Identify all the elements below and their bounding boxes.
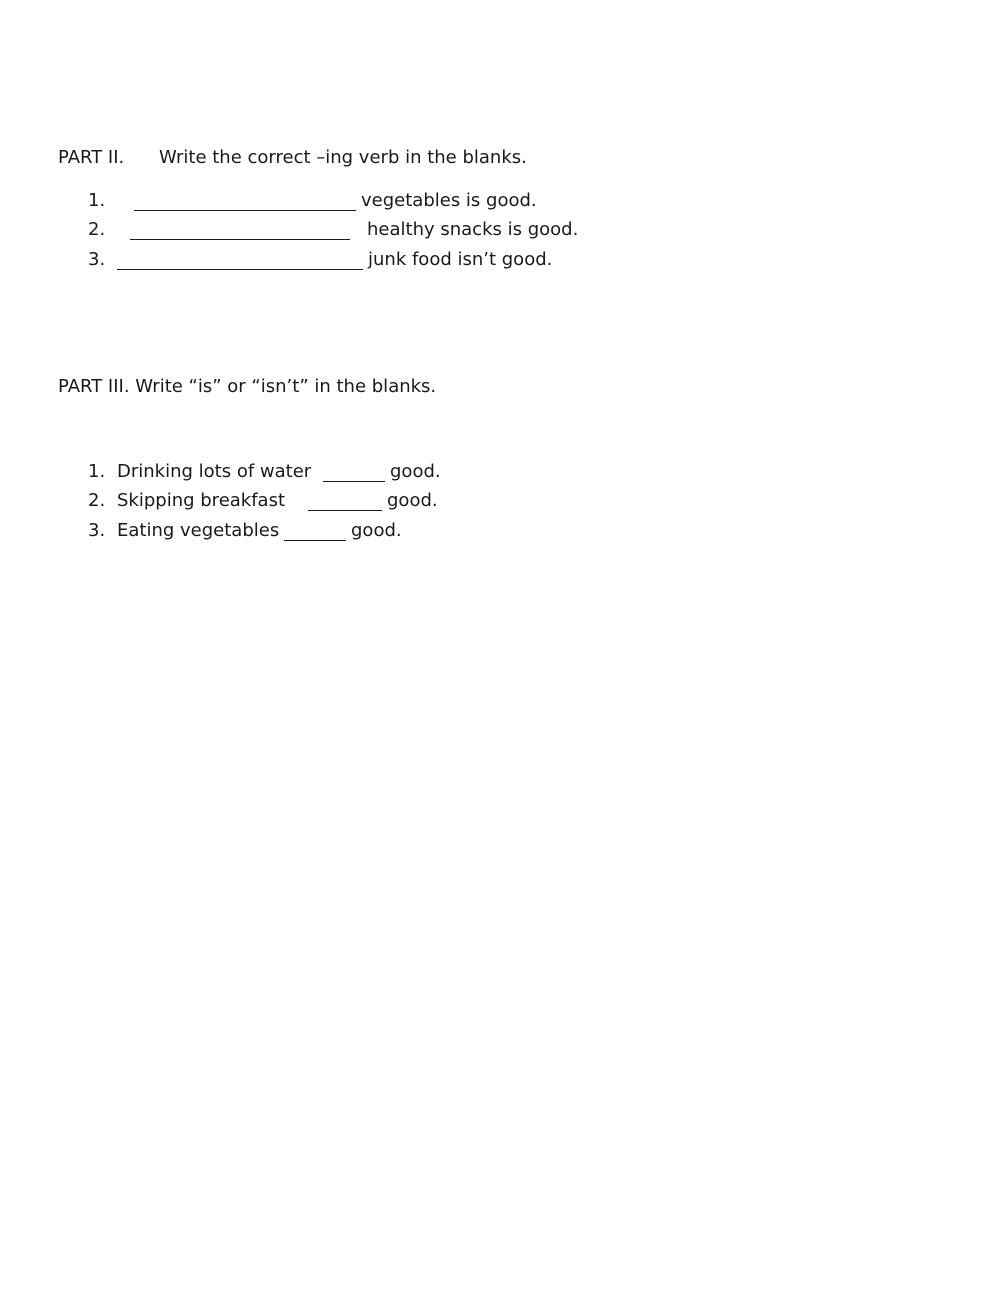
item-number: 2. xyxy=(88,219,106,240)
answer-blank[interactable] xyxy=(308,492,382,511)
item-number: 3. xyxy=(88,520,106,541)
item-text: junk food isn’t good. xyxy=(368,249,553,270)
item-number: 3. xyxy=(88,249,106,270)
item-number: 1. xyxy=(88,190,106,211)
item-number: 2. xyxy=(88,490,106,511)
answer-blank[interactable] xyxy=(134,192,356,211)
part3-heading: PART III. Write “is” or “isn’t” in the blanks. xyxy=(58,376,437,397)
part2-instruction: Write the correct –ing verb in the blanks. xyxy=(159,147,527,168)
answer-blank[interactable] xyxy=(284,522,346,541)
item-text: vegetables is good. xyxy=(361,190,537,211)
answer-blank[interactable] xyxy=(117,251,363,270)
part2-label: PART II. xyxy=(58,147,125,168)
item-text-before: Drinking lots of water xyxy=(117,461,312,482)
item-text: healthy snacks is good. xyxy=(367,219,579,240)
item-text-before: Eating vegetables xyxy=(117,520,280,541)
item-number: 1. xyxy=(88,461,106,482)
item-text-after: good. xyxy=(387,490,438,511)
item-text-after: good. xyxy=(390,461,441,482)
answer-blank[interactable] xyxy=(130,221,350,240)
item-text-after: good. xyxy=(351,520,402,541)
item-text-before: Skipping breakfast xyxy=(117,490,286,511)
answer-blank[interactable] xyxy=(323,463,385,482)
